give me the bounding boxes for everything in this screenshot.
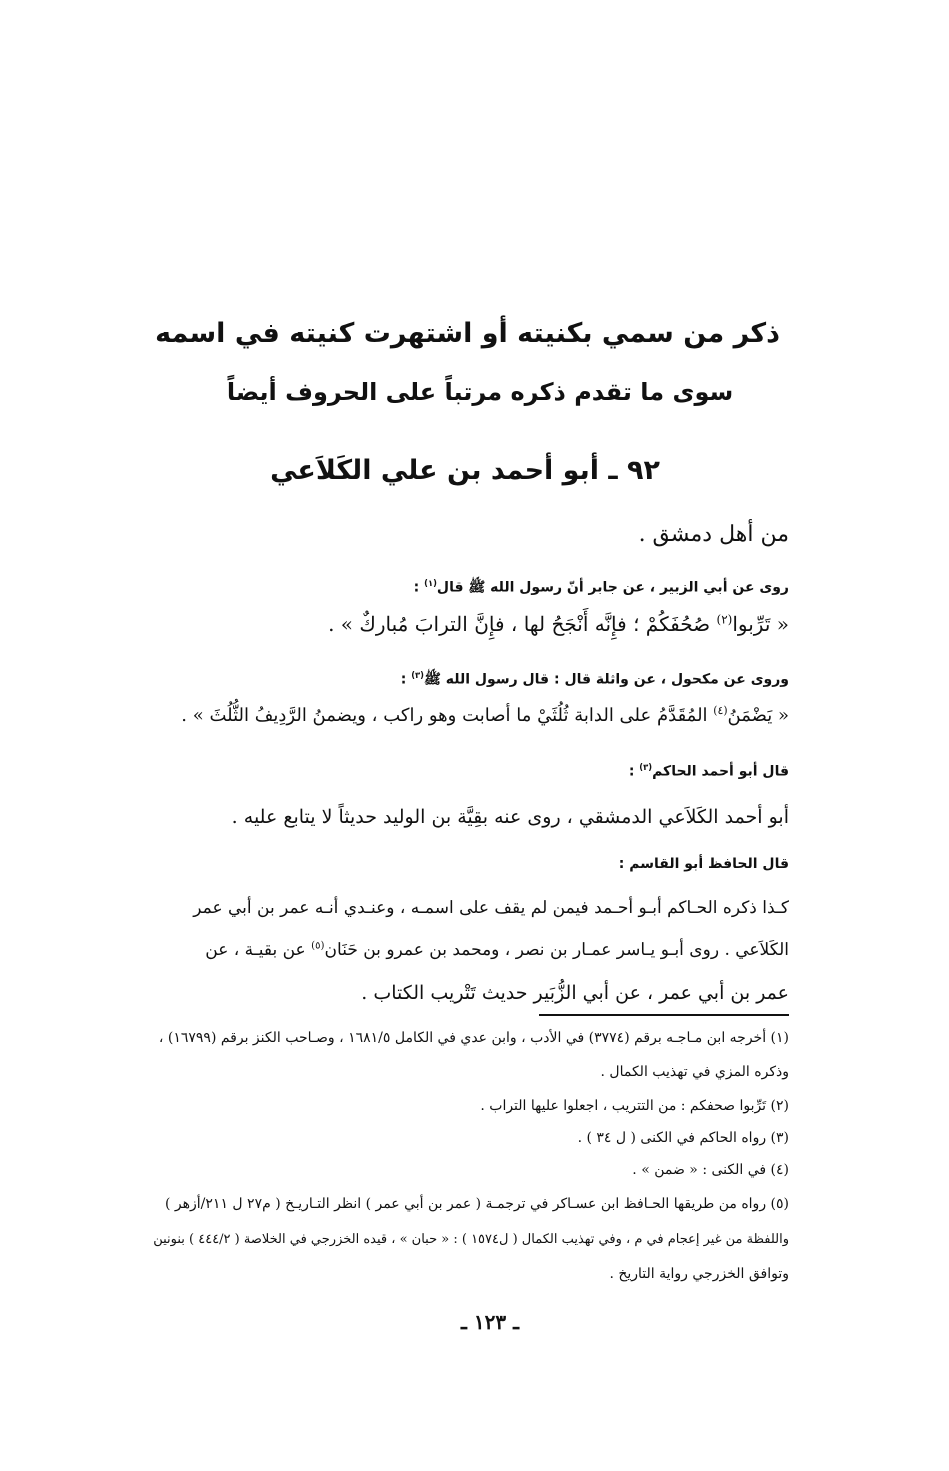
isnad-2-colon: : <box>400 671 412 688</box>
hadith-1-text: صُحُفَكُمْ ؛ فإِنَّه أَنْجَحُ لها ، فإِنَّ الترابَ مُباركٌ » . <box>328 612 717 636</box>
hadith-2-text: المُقَدَّمُ على الدابة ثُلُثَيْ ما أصابت وهو راكب ، ويضمنُ الرَّدِيفُ الثُّلُثَ » . <box>181 705 714 726</box>
hadith-2-open: « يَضْمَنُ <box>727 705 789 726</box>
footnote-4: (٤) في الكنى : « ضمن » . <box>632 1162 789 1178</box>
hafiz-line-2 <box>149 940 789 960</box>
footnote-ref-1[interactable]: (١) <box>424 578 437 588</box>
narration-2-isnad <box>169 670 789 691</box>
narration-1-hadith <box>149 612 789 636</box>
isnad-2-text: وروى عن مكحول ، عن واثلة قال : قال رسول الله ﷺ <box>423 671 789 688</box>
hafiz-line-2-a: الكَلاَعي . روى أبـو يـاسر عمـار بن نصر ، ومحمد بن عمرو بن حَنَان <box>324 940 789 960</box>
footnote-ref-3[interactable]: (٣) <box>411 670 424 680</box>
intro-text: من أهل دمشق . <box>638 522 789 547</box>
footnote-ref-2[interactable]: (٢) <box>716 612 733 627</box>
narration-2-hadith <box>149 704 789 726</box>
hakim-label <box>389 762 789 780</box>
footnote-5-line-2: واللفظة من غير إعجام في م ، وفي تهذيب الكمال ( ل١٥٧٤ ) : « حبان » ، قيده الخزرجي في الخلاصة ( ٤٤٤/٢ ) بنونين <box>153 1232 789 1247</box>
isnad-1-colon: : <box>413 579 425 596</box>
footnote-1-line-2: وذكره المزي في تهذيب الكمال . <box>600 1064 789 1080</box>
footnote-1-line-1: (١) أخرجه ابن مـاجـه برقم (٣٧٧٤) في الأدب ، وابن عدي في الكامل ١٦٨١/٥ ، وصـاحب الكنز برقم (١٦٧٩٩) ، <box>158 1030 789 1046</box>
hakim-label-text: قال أبو أحمد الحاكم <box>652 763 789 780</box>
page-number: ـ ١٢٣ ـ <box>461 1310 519 1334</box>
footnote-5-line-1: (٥) رواه من طريقها الحـافظ ابن عسـاكر في ترجمـة ( عمر بن أبي عمر ) انظر التـاريـخ ( م٢٧ ل ٢١١/أزهر ) <box>165 1196 789 1212</box>
footnote-separator <box>539 1014 789 1016</box>
footnote-ref-5[interactable]: (٥) <box>311 940 325 952</box>
hafiz-line-3: عمر بن أبي عمر ، عن أبي الزُّبَير حديث تَتْريب الكتاب . <box>361 982 789 1004</box>
isnad-1-text: روى عن أبي الزبير ، عن جابر أنّ رسول الله ﷺ قال <box>436 579 789 596</box>
hafiz-line-1: كـذا ذكره الحـاكم أبـو أحـمد فيمن لم يقف على اسمـه ، وعنـدي أنـه عمر بن أبي عمر <box>193 898 789 918</box>
hafiz-line-2-b: عن بقيـة ، عن <box>205 940 312 960</box>
footnote-3: (٣) رواه الحاكم في الكنى ( ل ٣٤ ) . <box>577 1130 789 1146</box>
footnote-5-line-3: وتوافق الخزرجي رواية التاريخ . <box>609 1266 789 1282</box>
footnote-ref-3b[interactable]: (٣) <box>639 762 653 772</box>
hafiz-label: قال الحافظ أبو القاسم : <box>618 856 789 872</box>
entry-title: ٩٢ ـ أبو أحمد بن علي الكَلاَعي <box>270 455 660 486</box>
hadith-1-open: « تَرِّبوا <box>732 612 789 636</box>
footnote-ref-4[interactable]: (٤) <box>713 704 728 717</box>
narration-1-isnad <box>169 578 789 599</box>
footnote-2: (٢) تَرِّبوا صحفكم : من التتريب ، اجعلوا عليها التراب . <box>480 1098 789 1114</box>
hakim-text: أبو أحمد الكَلاَعي الدمشقي ، روى عنه بقِيَّة بن الوليد حديثاً لا يتابع عليه . <box>231 806 789 828</box>
hakim-label-colon: : <box>628 763 640 780</box>
section-heading-line-2: سوى ما تقدم ذكره مرتباً على الحروف أيضاً <box>226 378 734 406</box>
section-heading-line-1: ذكر من سمي بكنيته أو اشتهرت كنيته في اسمه <box>155 318 780 349</box>
